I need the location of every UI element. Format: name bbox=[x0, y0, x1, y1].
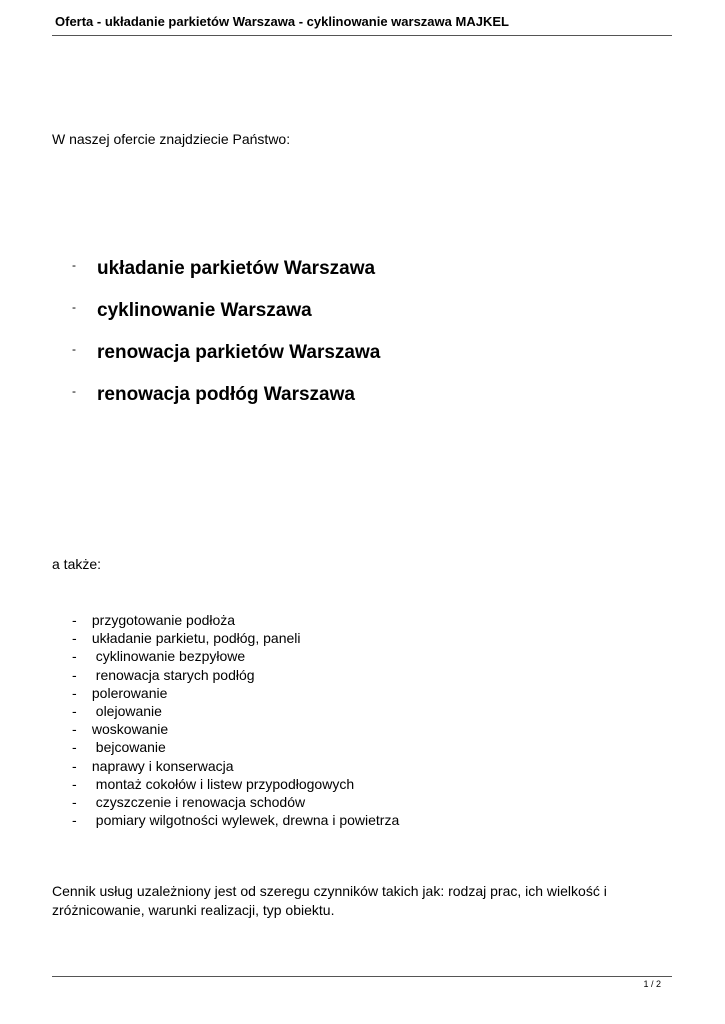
list-dash: - bbox=[72, 757, 77, 774]
also-label: a także: bbox=[52, 556, 102, 572]
list-dash: - bbox=[72, 812, 77, 829]
service-label: cyklinowanie bezpyłowe bbox=[88, 648, 246, 665]
list-dash: - bbox=[72, 666, 77, 683]
service-label: przygotowanie podłoża bbox=[88, 612, 236, 628]
service-label: naprawy i konserwacja bbox=[88, 757, 234, 774]
service-label: polerowanie bbox=[88, 684, 168, 701]
pricing-note: Cennik usług uzależniony jest od szeregu czynników takich jak: rodzaj prac, ich wielkość i zróżnicowanie, warunki realizacji, typ obiektu. bbox=[52, 883, 607, 918]
list-dash: - bbox=[72, 721, 77, 738]
list-dash: - bbox=[72, 612, 77, 628]
main-service-label: renowacja podłóg Warszawa bbox=[97, 384, 355, 405]
page-number: 1 / 2 bbox=[643, 979, 661, 989]
list-dash: - bbox=[72, 342, 76, 356]
footer-divider bbox=[52, 976, 672, 977]
intro-text: W naszej ofercie znajdziecie Państwo: bbox=[52, 131, 291, 147]
main-service-label: cyklinowanie Warszawa bbox=[97, 300, 312, 321]
page-header-title: Oferta - układanie parkietów Warszawa - cyklinowanie warszawa MAJKEL bbox=[55, 14, 509, 29]
main-service-label: renowacja parkietów Warszawa bbox=[97, 342, 381, 363]
list-dash: - bbox=[72, 630, 77, 647]
list-dash: - bbox=[72, 702, 77, 719]
list-dash: - bbox=[72, 684, 77, 701]
list-dash: - bbox=[72, 648, 77, 665]
list-dash: - bbox=[72, 258, 76, 272]
service-label: woskowanie bbox=[88, 721, 169, 738]
list-dash: - bbox=[72, 739, 77, 756]
service-label: montaż cokołów i listew przypodłogowych bbox=[88, 775, 355, 792]
list-dash: - bbox=[72, 793, 77, 810]
service-label: bejcowanie bbox=[88, 739, 166, 756]
service-label: układanie parkietu, podłóg, paneli bbox=[88, 630, 301, 647]
list-dash: - bbox=[72, 384, 76, 398]
list-dash: - bbox=[72, 775, 77, 792]
list-dash: - bbox=[72, 300, 76, 314]
service-label: renowacja starych podłóg bbox=[88, 666, 255, 683]
service-label: pomiary wilgotności wylewek, drewna i powietrza bbox=[88, 812, 400, 829]
service-label: czyszczenie i renowacja schodów bbox=[88, 793, 306, 810]
main-service-label: układanie parkietów Warszawa bbox=[97, 258, 376, 279]
header-divider bbox=[52, 35, 672, 36]
service-label: olejowanie bbox=[88, 702, 162, 719]
